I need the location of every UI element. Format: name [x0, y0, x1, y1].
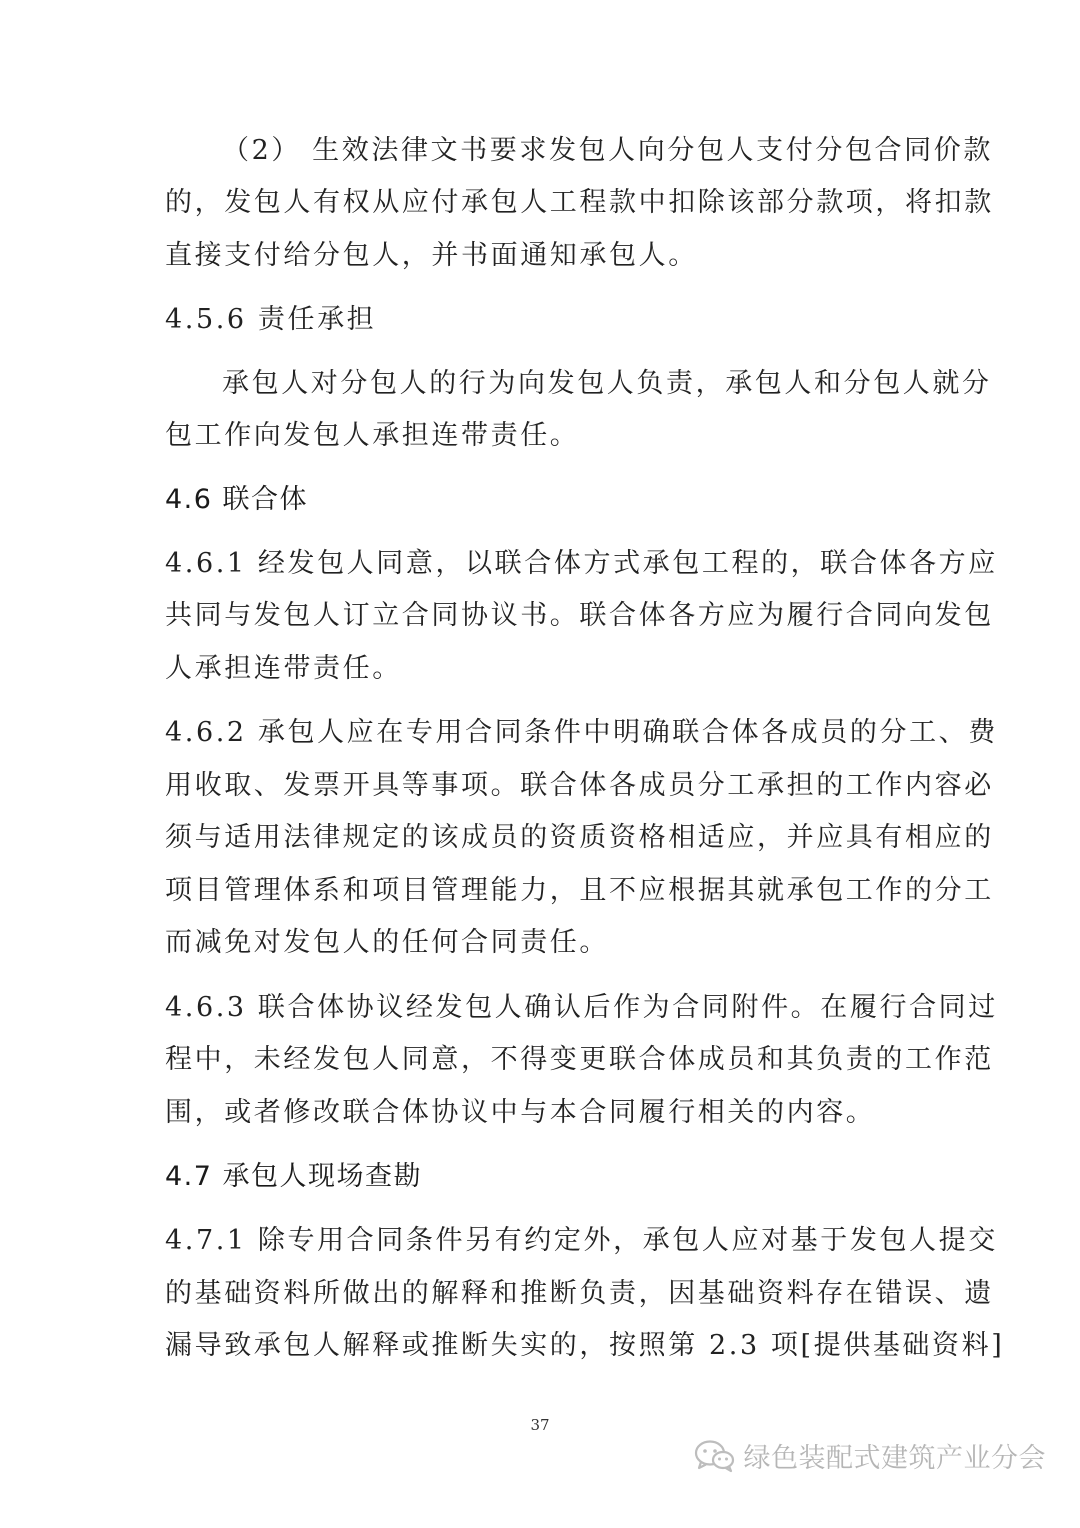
clause-4-6-1-line-1: 4.6.1 经发包人同意，以联合体方式承包工程的，联合体各方应: [165, 548, 998, 579]
paragraph-1-line-1: （2） 生效法律文书要求发包人向分包人支付分包合同价款: [222, 135, 993, 166]
clause-4-6-3-line-1: 4.6.3 联合体协议经发包人确认后作为合同附件。在履行合同过: [165, 992, 998, 1023]
page-number: 37: [530, 1416, 550, 1434]
clause-4-6-2-line-4: 项目管理体系和项目管理能力，且不应根据其就承包工作的分工: [165, 875, 994, 906]
clause-4-7-1-line-2: 的基础资料所做出的解释和推断负责，因基础资料存在错误、遗: [165, 1278, 994, 1309]
paragraph-1-line-3: 直接支付给分包人，并书面通知承包人。: [165, 240, 698, 271]
paragraph-2-line-1: 承包人对分包人的行为向发包人负责，承包人和分包人就分: [222, 368, 992, 399]
section-heading-4-6: 4.6 联合体: [165, 484, 309, 515]
clause-4-6-2-line-3: 须与适用法律规定的该成员的资质资格相适应，并应具有相应的: [165, 822, 994, 853]
clause-4-7-1-line-1: 4.7.1 除专用合同条件另有约定外，承包人应对基于发包人提交: [165, 1225, 998, 1256]
paragraph-1-line-2: 的，发包人有权从应付承包人工程款中扣除该部分款项，将扣款: [165, 187, 994, 218]
clause-4-6-1-line-2: 共同与发包人订立合同协议书。联合体各方应为履行合同向发包: [165, 600, 994, 631]
section-heading-4-5-6: 4.5.6 责任承担: [165, 304, 377, 335]
clause-4-6-3-line-2: 程中，未经发包人同意，不得变更联合体成员和其负责的工作范: [165, 1044, 994, 1075]
wechat-icon: [694, 1439, 736, 1473]
section-heading-4-7: 4.7 承包人现场查勘: [165, 1161, 423, 1192]
clause-4-6-2-line-5: 而减免对发包人的任何合同责任。: [165, 927, 609, 958]
clause-4-6-1-line-3: 人承担连带责任。: [165, 653, 402, 684]
paragraph-2-line-2: 包工作向发包人承担连带责任。: [165, 420, 580, 451]
clause-4-6-2-line-2: 用收取、发票开具等事项。联合体各成员分工承担的工作内容必: [165, 770, 994, 801]
watermark: [694, 1436, 1047, 1475]
clause-4-6-2-line-1: 4.6.2 承包人应在专用合同条件中明确联合体各成员的分工、费: [165, 717, 998, 748]
clause-4-6-3-line-3: 围，或者修改联合体协议中与本合同履行相关的内容。: [165, 1097, 876, 1128]
watermark-text: 绿色装配式建筑产业分会: [743, 1443, 1046, 1474]
clause-4-7-1-line-3: 漏导致承包人解释或推断失实的，按照第 2.3 项[提供基础资料]: [165, 1330, 1005, 1361]
